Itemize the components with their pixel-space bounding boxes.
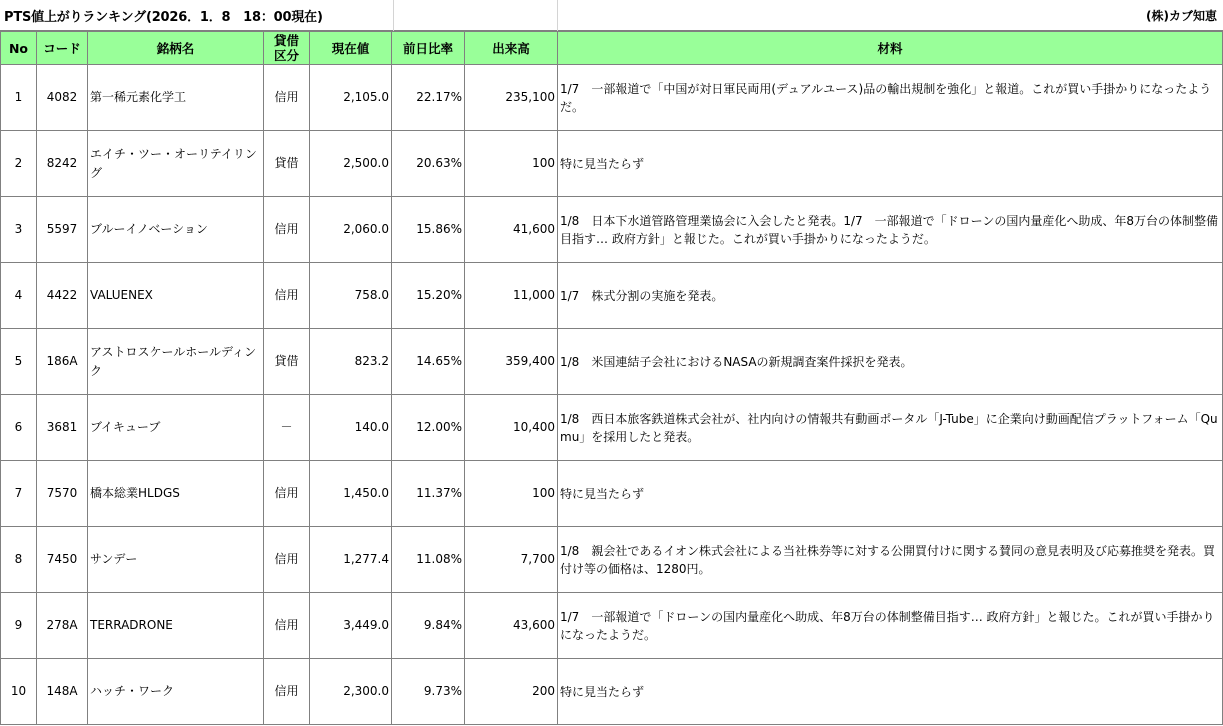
- cell-name: ブイキューブ: [88, 395, 264, 461]
- cell-code: 148A: [37, 659, 88, 725]
- cell-price: 758.0: [310, 263, 392, 329]
- col-header-change: 前日比率: [392, 32, 465, 65]
- cell-code: 4422: [37, 263, 88, 329]
- grid-line: [557, 0, 558, 31]
- cell-change: 9.84%: [392, 593, 465, 659]
- col-header-margin-line1: 貸借: [273, 33, 299, 48]
- table-row: [1, 131, 1223, 197]
- cell-volume: 43,600: [465, 593, 558, 659]
- title-row: [0, 0, 1223, 31]
- cell-margin: 信用: [264, 659, 310, 725]
- header-row: [1, 32, 1223, 65]
- col-header-price: 現在値: [310, 32, 392, 65]
- cell-note: 1/7 株式分割の実施を発表。: [558, 263, 1223, 329]
- cell-price: 823.2: [310, 329, 392, 395]
- cell-no: 4: [1, 263, 37, 329]
- cell-price: 3,449.0: [310, 593, 392, 659]
- cell-change: 15.86%: [392, 197, 465, 263]
- cell-change: 15.20%: [392, 263, 465, 329]
- table-row: [1, 527, 1223, 593]
- cell-name: TERRADRONE: [88, 593, 264, 659]
- table-row: [1, 659, 1223, 725]
- cell-code: 8242: [37, 131, 88, 197]
- cell-change: 20.63%: [392, 131, 465, 197]
- cell-change: 22.17%: [392, 65, 465, 131]
- cell-note: 特に見当たらず: [558, 659, 1223, 725]
- table-row: [1, 329, 1223, 395]
- cell-price: 140.0: [310, 395, 392, 461]
- cell-price: 2,060.0: [310, 197, 392, 263]
- col-header-name: 銘柄名: [88, 32, 264, 65]
- cell-name: 橋本総業HLDGS: [88, 461, 264, 527]
- cell-volume: 200: [465, 659, 558, 725]
- cell-name: VALUENEX: [88, 263, 264, 329]
- cell-price: 1,450.0: [310, 461, 392, 527]
- cell-name: エイチ・ツー・オーリテイリング: [88, 131, 264, 197]
- cell-name: ハッチ・ワーク: [88, 659, 264, 725]
- cell-volume: 7,700: [465, 527, 558, 593]
- col-header-margin-line2: 区分: [273, 48, 299, 63]
- cell-note: 1/7 一部報道で「ドローンの国内量産化へ助成、年8万台の体制整備目指す… 政府方針」と報じた。これが買い手掛かりになったようだ。: [558, 593, 1223, 659]
- cell-margin: 信用: [264, 197, 310, 263]
- cell-note: 1/8 西日本旅客鉄道株式会社が、社内向けの情報共有動画ポータル「J-Tube」に企業向け動画配信プラットフォーム「Qumu」を採用したと発表。: [558, 395, 1223, 461]
- cell-code: 186A: [37, 329, 88, 395]
- cell-price: 2,500.0: [310, 131, 392, 197]
- cell-no: 1: [1, 65, 37, 131]
- cell-margin: 信用: [264, 65, 310, 131]
- cell-name: サンデー: [88, 527, 264, 593]
- cell-note: 特に見当たらず: [558, 131, 1223, 197]
- cell-margin: 信用: [264, 527, 310, 593]
- cell-no: 9: [1, 593, 37, 659]
- cell-no: 6: [1, 395, 37, 461]
- cell-no: 8: [1, 527, 37, 593]
- col-header-note: 材料: [558, 32, 1223, 65]
- cell-volume: 41,600: [465, 197, 558, 263]
- cell-price: 2,300.0: [310, 659, 392, 725]
- col-header-code: コード: [37, 32, 88, 65]
- table-row: [1, 593, 1223, 659]
- cell-no: 5: [1, 329, 37, 395]
- cell-no: 3: [1, 197, 37, 263]
- cell-change: 12.00%: [392, 395, 465, 461]
- cell-name: アストロスケールホールディンク: [88, 329, 264, 395]
- cell-note: 1/8 親会社であるイオン株式会社による当社株券等に対する公開買付けに関する賛同の意見表明及び応募推奨を発表。買付け等の価格は、1280円。: [558, 527, 1223, 593]
- cell-code: 7450: [37, 527, 88, 593]
- ranking-table: [0, 31, 1223, 725]
- cell-margin: 信用: [264, 263, 310, 329]
- grid-line: [393, 0, 394, 31]
- cell-code: 7570: [37, 461, 88, 527]
- cell-price: 2,105.0: [310, 65, 392, 131]
- cell-note: 1/8 米国連結子会社におけるNASAの新規調査案件採択を発表。: [558, 329, 1223, 395]
- cell-margin: 貸借: [264, 329, 310, 395]
- cell-code: 5597: [37, 197, 88, 263]
- cell-volume: 11,000: [465, 263, 558, 329]
- cell-volume: 10,400: [465, 395, 558, 461]
- col-header-no: No: [1, 32, 37, 65]
- sheet-title: PTS値上がりランキング(2026．1．8 18：00現在): [4, 10, 323, 25]
- cell-change: 9.73%: [392, 659, 465, 725]
- table-row: [1, 461, 1223, 527]
- cell-volume: 100: [465, 461, 558, 527]
- cell-change: 11.37%: [392, 461, 465, 527]
- source-label: (株)カブ知恵: [1146, 9, 1217, 23]
- cell-price: 1,277.4: [310, 527, 392, 593]
- cell-margin: 信用: [264, 593, 310, 659]
- cell-code: 278A: [37, 593, 88, 659]
- cell-margin: 信用: [264, 461, 310, 527]
- cell-margin: 貸借: [264, 131, 310, 197]
- cell-margin: －: [264, 395, 310, 461]
- cell-name: 第一稀元素化学工: [88, 65, 264, 131]
- table-row: [1, 395, 1223, 461]
- cell-note: 1/7 一部報道で「中国が対日軍民両用(デュアルユース)品の輸出規制を強化」と報道。これが買い手掛かりになったようだ。: [558, 65, 1223, 131]
- table-row: [1, 197, 1223, 263]
- cell-volume: 235,100: [465, 65, 558, 131]
- cell-name: ブルーイノベーション: [88, 197, 264, 263]
- cell-change: 11.08%: [392, 527, 465, 593]
- cell-volume: 359,400: [465, 329, 558, 395]
- cell-change: 14.65%: [392, 329, 465, 395]
- cell-note: 特に見当たらず: [558, 461, 1223, 527]
- cell-no: 7: [1, 461, 37, 527]
- col-header-volume: 出来高: [465, 32, 558, 65]
- col-header-margin: [264, 32, 310, 65]
- cell-note: 1/8 日本下水道管路管理業協会に入会したと発表。1/7 一部報道で「ドローンの国内量産化へ助成、年8万台の体制整備目指す… 政府方針」と報じた。これが買い手掛かりになったようだ。: [558, 197, 1223, 263]
- cell-code: 3681: [37, 395, 88, 461]
- table-row: [1, 263, 1223, 329]
- cell-no: 10: [1, 659, 37, 725]
- cell-code: 4082: [37, 65, 88, 131]
- cell-no: 2: [1, 131, 37, 197]
- cell-volume: 100: [465, 131, 558, 197]
- table-row: [1, 65, 1223, 131]
